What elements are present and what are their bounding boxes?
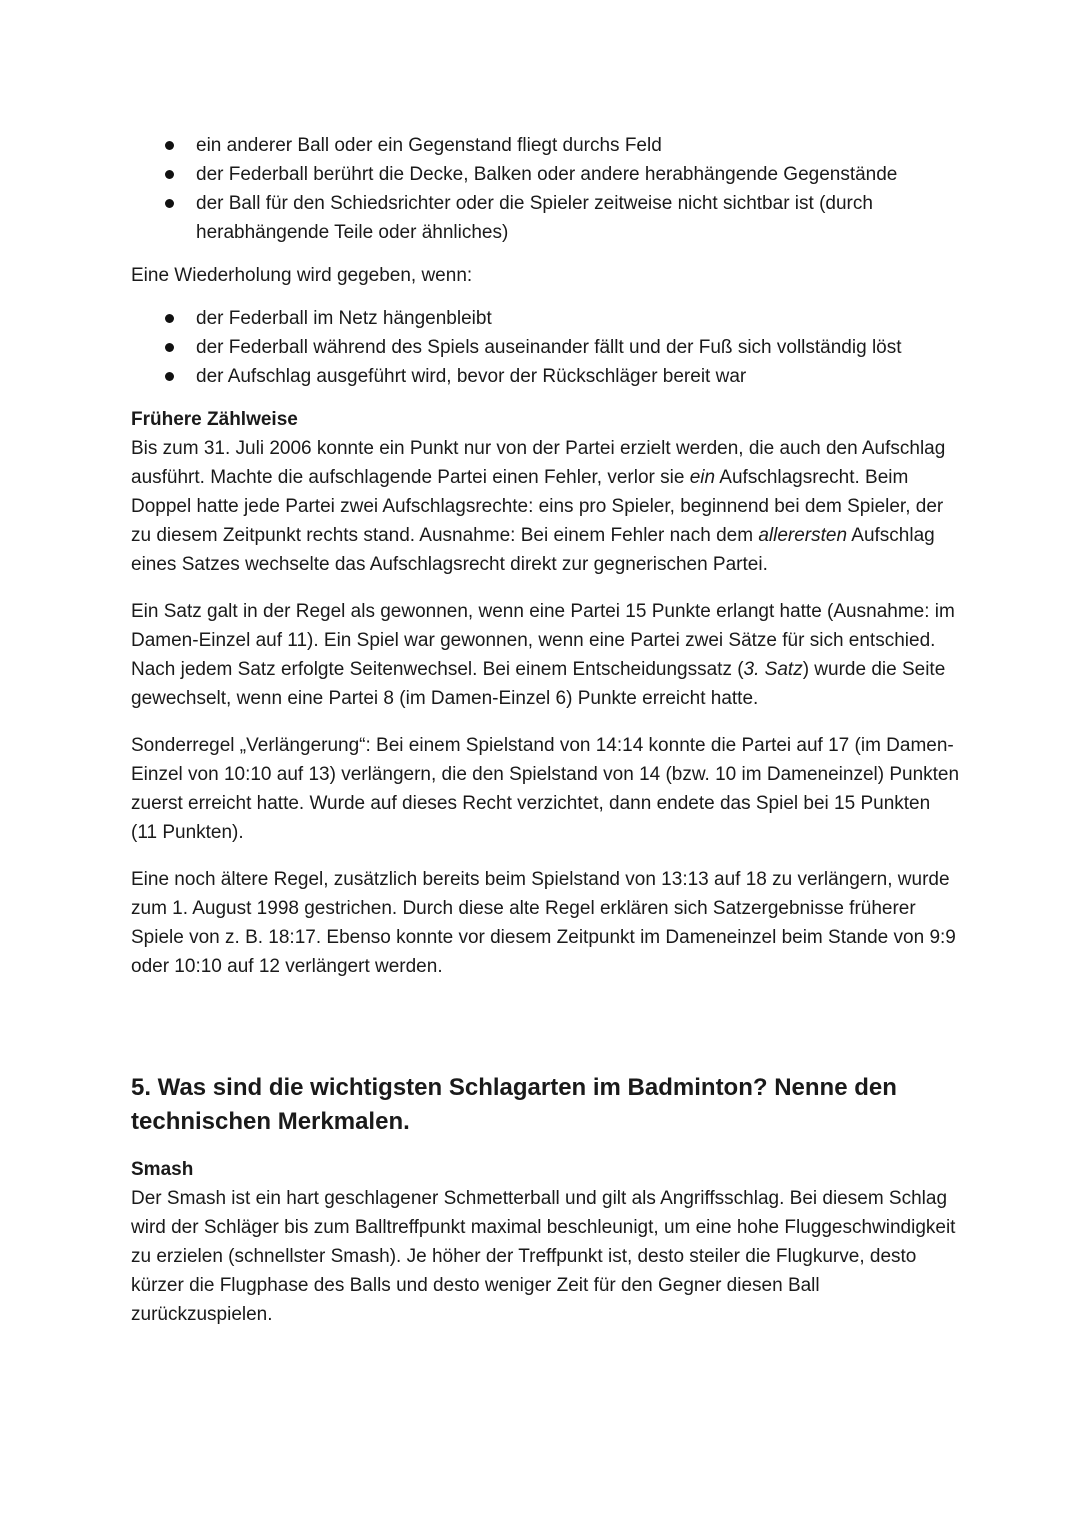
fault-list [131,131,961,247]
list-item: der Ball für den Schiedsrichter oder die Spieler zeitweise nicht sichtbar ist (durch herabhängende Teile oder ähnliches) [131,189,961,247]
paragraph: Eine noch ältere Regel, zusätzlich bereits beim Spielstand von 13:13 auf 18 zu verlängern, wurde zum 1. August 1998 gestrichen. Durch diese alte Regel erklären sich Satzergebnisse früherer Spiele von z. B. 18:17. Ebenso konnte vor diesem Zeitpunkt im Dameneinzel beim Stande von 9:9 oder 10:10 auf 12 verlängert werden. [131,869,956,977]
list-item: der Aufschlag ausgeführt wird, bevor der Rückschläger bereit war [131,362,961,391]
repeat-list [131,304,961,391]
section-subheading: Smash [131,1159,194,1180]
list-item: ein anderer Ball oder ein Gegenstand fliegt durchs Feld [131,131,961,160]
document-content [131,131,961,1329]
paragraph: Sonderregel „Verlängerung“: Bei einem Spielstand von 14:14 konnte die Partei auf 17 (im Damen-Einzel von 10:10 auf 13) verlängern, die den Spielstand von 14 (bzw. 10 im Dameneinzel) Punkten zuerst erreicht hatte. Wurde auf dieses Recht verzichtet, dann endete das Spiel bei 15 Punkten (11 Punkten). [131,735,960,843]
list-item: der Federball berührt die Decke, Balken oder andere herabhängende Gegenstände [131,160,961,189]
paragraph: Der Smash ist ein hart geschlagener Schmetterball und gilt als Angriffsschlag. Bei diesem Schlag wird der Schläger bis zum Balltreffpunkt maximal beschleunigt, um eine hohe Fluggeschwindigkeit zu erzielen (schnellster Smash). Je höher der Treffpunkt ist, desto steiler die Flugkurve, desto kürzer die Flugphase des Balls und desto weniger Zeit für den Gegner diesen Ball zurückzuspielen. [131,1188,956,1325]
section-subheading: Frühere Zählweise [131,409,298,430]
paragraph: Ein Satz galt in der Regel als gewonnen, wenn eine Partei 15 Punkte erlangt hatte (Ausnahme: im Damen-Einzel auf 11). Ein Spiel war gewonnen, wenn eine Partei zwei Sätze für sich entschied. Nach jedem Satz erfolgte Seitenwechsel. Bei einem Entscheidungssatz (3. Satz) wurde die Seite gewechselt, wenn eine Partei 8 (im Damen-Einzel 6) Punkte erreicht hatte. [131,601,955,709]
list-item: der Federball im Netz hängenbleibt [131,304,961,333]
section-heading: 5. Was sind die wichtigsten Schlagarten im Badminton? Nenne den technischen Merkmalen. [131,1074,897,1135]
paragraph: Bis zum 31. Juli 2006 konnte ein Punkt nur von der Partei erzielt werden, die auch den Aufschlag ausführt. Machte die aufschlagende Partei einen Fehler, verlor sie ein Aufschlagsrecht. Beim Doppel hatte jede Partei zwei Aufschlagsrechte: eins pro Spieler, beginnend bei dem Spieler, der zu diesem Zeitpunkt rechts stand. Ausnahme: Bei einem Fehler nach dem allerersten Aufschlag eines Satzes wechselte das Aufschlagsrecht direkt zur gegnerischen Partei. [131,438,946,575]
repeat-intro: Eine Wiederholung wird gegeben, wenn: [131,265,473,286]
list-item: der Federball während des Spiels auseinander fällt und der Fuß sich vollständig löst [131,333,961,362]
